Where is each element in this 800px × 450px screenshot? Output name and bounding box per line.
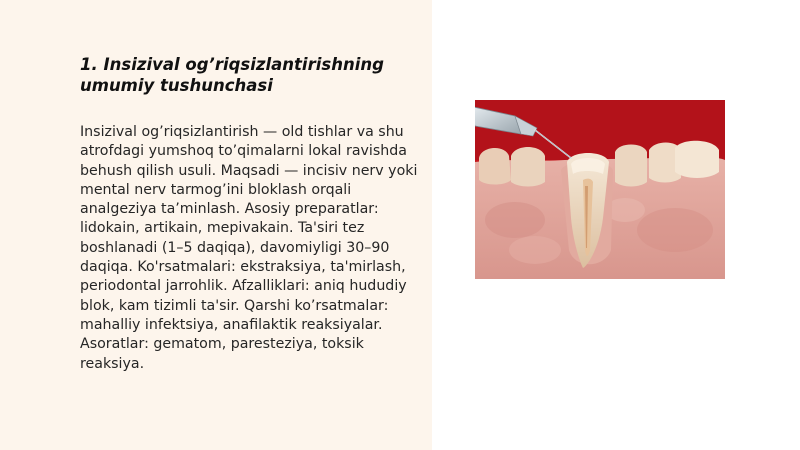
slide-body-text: Insizival og’riqsizlantirish — old tishlar va shu atrofdagi yumshoq to’qimalarni lokal ravishda behush qilish usuli. Maqsadi — incisiv nerv yoki mental nerv tarmog’ini bloklash orqali analgeziya ta’minlash. Asosiy preparatlar: lidokain, artikain, mepivakain. Ta'siri tez boshlanadi (1–5 daqiqa), davomiyligi 30–90 daqiqa. Ko'rsatmalari: ekstraksiya, ta'mirlash, periodontal jarrohlik. Afzalliklari: aniq hududiy blok, kam tizimli ta'sir. Qarshi ko’rsatmalar: mahalliy infektsiya, anafilaktik reaksiyalar. Asoratlar: gematom, paresteziya, toksik reaksiya. [80,124,418,372]
slide-title: 1. Insizival og’riqsizlantirishning umumiy tushunchasi [80,55,384,95]
dental-injection-photo [475,100,725,279]
